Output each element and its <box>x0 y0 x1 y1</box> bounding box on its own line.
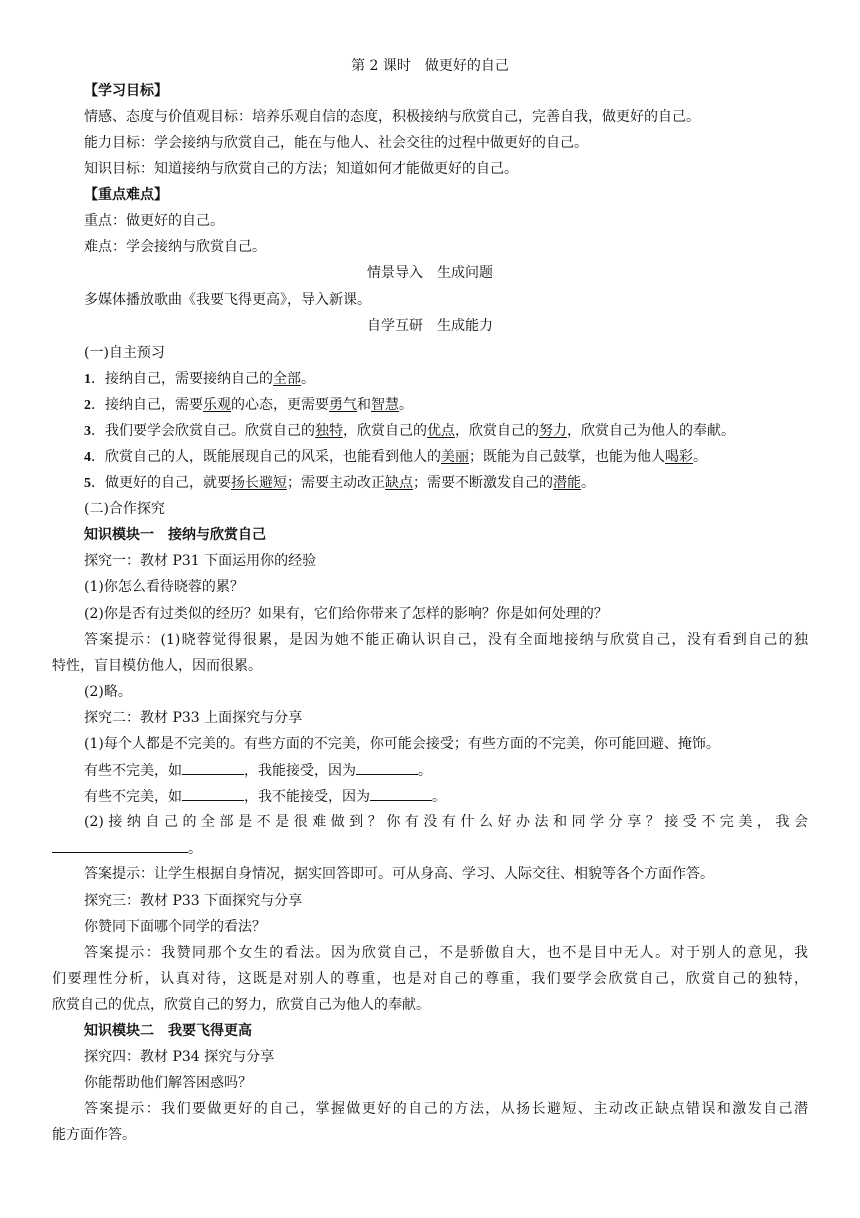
goal-ability: 能力目标：学会接纳与欣赏自己，能在与他人、社会交往的过程中做更好的自己。 <box>84 135 588 151</box>
explore1-title: 探究一：教材 P31 下面运用你的经验 <box>84 553 317 569</box>
explore2-title: 探究二：教材 P33 上面探究与分享 <box>84 710 303 726</box>
module2-heading: 知识模块二 我要飞得更高 <box>84 1023 252 1039</box>
fill-blank <box>52 838 188 853</box>
keypoint-focus: 重点：做更好的自己。 <box>84 213 224 229</box>
goal-knowledge: 知识目标：知道接纳与欣赏自己的方法；知道如何才能做更好的自己。 <box>84 161 518 177</box>
keypoint-difficulty: 难点：学会接纳与欣赏自己。 <box>84 239 266 255</box>
keypoints-heading: 【重点难点】 <box>84 187 168 203</box>
explore3-answer-line1: 答案提示：我赞同那个女生的看法。因为欣赏自己，不是骄傲自大，也不是目中无人。对于别人的意见，我 <box>84 945 808 961</box>
explore3-title: 探究三：教材 P33 下面探究与分享 <box>84 893 303 909</box>
explore2-answer: 答案提示：让学生根据自身情况，据实回答即可。可从身高、学习、人际交往、相貌等各个方面作答。 <box>84 866 714 882</box>
goal-emotion: 情感、态度与价值观目标：培养乐观自信的态度，积极接纳与欣赏自己，完善自我，做更好的自己。 <box>84 109 700 125</box>
preview-item-4: 4．欣赏自己的人，既能展现自己的风采，也能看到他人的美丽；既能为自己鼓掌，也能为他人喝彩。 <box>84 449 707 465</box>
explore2-q2-blank-line: 。 <box>52 838 202 859</box>
explore2-fill-line1: 有些不完美，如 ，我能接受，因为 。 <box>84 760 432 781</box>
explore1-q2: (2)你是否有过类似的经历？如果有，它们给你带来了怎样的影响？你是如何处理的？ <box>84 606 608 622</box>
preview-label: (一)自主预习 <box>84 345 165 361</box>
explore3-answer-line2: 们要理性分析，认真对待，这既是对别人的尊重，也是对自己的尊重，我们要学会欣赏自己，欣赏自己的独特， <box>52 971 808 987</box>
preview-item-3: 3．我们要学会欣赏自己。欣赏自己的独特，欣赏自己的优点，欣赏自己的努力，欣赏自己为他人的奉献。 <box>84 423 735 439</box>
explore2-q1: (1)每个人都是不完美的。有些方面的不完美，你可能会接受；有些方面的不完美，你可能回避、掩饰。 <box>84 736 720 752</box>
lesson-title: 第 2 课时 做更好的自己 <box>351 58 509 74</box>
explore3-q: 你赞同下面哪个同学的看法？ <box>84 919 266 935</box>
explore4-answer-line2: 能方面作答。 <box>52 1127 136 1143</box>
explore3-answer-line3: 欣赏自己的优点，欣赏自己的努力，欣赏自己为他人的奉献。 <box>52 997 430 1013</box>
explore1-q1: (1)你怎么看待晓蓉的累？ <box>84 579 244 595</box>
explore1-answer-line1: 答案提示：(1)晓蓉觉得很累，是因为她不能正确认识自己，没有全面地接纳与欣赏自己，没有看到自己的独 <box>84 632 808 648</box>
explore4-answer-line1: 答案提示：我们要做更好的自己，掌握做更好的自己的方法，从扬长避短、主动改正缺点错误和激发自己潜 <box>84 1101 808 1117</box>
fill-blank <box>370 786 432 801</box>
explore1-answer-line2: 特性，盲目模仿他人，因而很累。 <box>52 658 262 674</box>
goals-heading: 【学习目标】 <box>84 83 168 99</box>
explore2-fill-line2: 有些不完美，如 ，我不能接受，因为 。 <box>84 786 446 807</box>
explore1-answer2: (2)略。 <box>84 684 132 700</box>
explore4-q: 你能帮助他们解答困惑吗？ <box>84 1075 252 1091</box>
fill-blank <box>356 760 418 775</box>
section-intro-text: 多媒体播放歌曲《我要飞得更高》，导入新课。 <box>84 292 371 308</box>
fill-blank <box>182 760 244 775</box>
fill-blank <box>182 786 244 801</box>
explore4-title: 探究四：教材 P34 探究与分享 <box>84 1049 275 1065</box>
section-study-heading: 自学互研 生成能力 <box>367 318 493 334</box>
explore2-q2: (2)接纳自己的全部是不是很难做到？你有没有什么好办法和同学分享？接受不完美，我会 <box>84 814 808 830</box>
section-intro-heading: 情景导入 生成问题 <box>367 265 493 281</box>
preview-item-2: 2．接纳自己，需要乐观的心态，更需要勇气和智慧。 <box>84 397 413 413</box>
coop-label: (二)合作探究 <box>84 501 165 517</box>
preview-item-1: 1．接纳自己，需要接纳自己的全部。 <box>84 371 315 387</box>
module1-heading: 知识模块一 接纳与欣赏自己 <box>84 527 266 543</box>
preview-item-5: 5．做更好的自己，就要扬长避短；需要主动改正缺点；需要不断激发自己的潜能。 <box>84 475 595 491</box>
